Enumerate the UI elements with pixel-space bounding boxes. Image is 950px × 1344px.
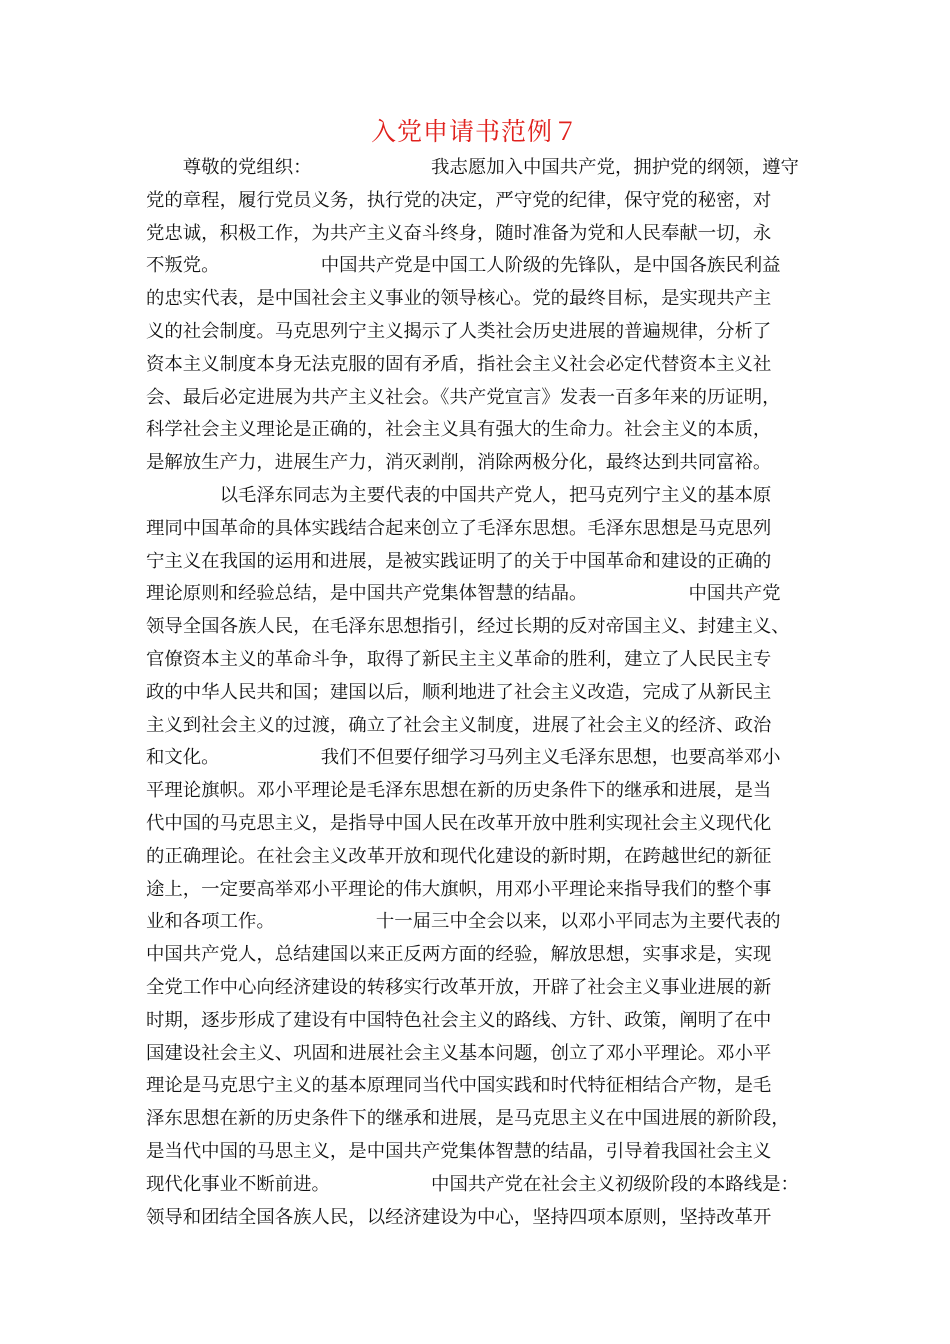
body-text-line: 平理论旗帜。邓小平理论是毛泽东思想在新的历史条件下的继承和进展，是当 xyxy=(146,780,772,802)
body-text-line: 和文化。 我们不但要仔细学习马列主义毛泽东思想，也要高举邓小 xyxy=(146,747,781,769)
body-text-line: 理论是马克思宁主义的基本原理同当代中国实践和时代特征相结合产物，是毛 xyxy=(146,1075,772,1097)
body-text-line: 是解放生产力，进展生产力，消灭剥削，消除两极分化，最终达到共同富裕。 xyxy=(146,452,772,474)
body-text-line: 理论原则和经验总结，是中国共产党集体智慧的结晶。 中国共产党 xyxy=(146,583,781,605)
body-text-line: 尊敬的党组织： 我志愿加入中国共产党，拥护党的纲领，遵守 xyxy=(146,157,799,178)
body-text-line: 以毛泽东同志为主要代表的中国共产党人，把马克列宁主义的基本原 xyxy=(146,484,772,506)
body-text-line: 代中国的马克思主义，是指导中国人民在改革开放中胜利实现社会主义现代化 xyxy=(146,812,772,834)
body-text-line: 主义到社会主义的过渡，确立了社会主义制度，进展了社会主义的经济、政治 xyxy=(146,714,772,736)
body-text-line: 是当代中国的马思主义，是中国共产党集体智慧的结晶，引导着我国社会主义 xyxy=(146,1140,772,1162)
body-text-line: 的正确理论。在社会主义改革开放和现代化建设的新时期，在跨越世纪的新征 xyxy=(146,845,772,867)
body-text-line: 政的中华人民共和国；建国以后，顺利地进了社会主义改造，完成了从新民主 xyxy=(146,681,772,703)
body-text-line: 宁主义在我国的运用和进展，是被实践证明了的关于中国革命和建设的正确的 xyxy=(146,550,772,572)
body-text-line: 时期，逐步形成了建设有中国特色社会主义的路线、方针、政策，阐明了在中 xyxy=(146,1009,772,1031)
body-text-line: 途上，一定要高举邓小平理论的伟大旗帜，用邓小平理论来指导我们的整个事 xyxy=(146,878,772,900)
body-text-line: 泽东思想在新的历史条件下的继承和进展，是马克思主义在中国进展的新阶段， xyxy=(146,1108,790,1130)
body-text-line: 义的社会制度。马克思列宁主义揭示了人类社会历史进展的普遍规律，分析了 xyxy=(146,320,772,342)
body-text-line: 资本主义制度本身无法克服的固有矛盾，指社会主义社会必定代替资本主义社 xyxy=(146,353,772,375)
body-text-line: 官僚资本主义的革命斗争，取得了新民主主义革命的胜利，建立了人民民主专 xyxy=(146,648,772,670)
body-text-line: 领导全国各族人民，在毛泽东思想指引，经过长期的反对帝国主义、封建主义、 xyxy=(146,616,790,638)
document-body xyxy=(146,152,810,1234)
body-text-line: 会、最后必定进展为共产主义社会。《共产党宣言》发表一百多年来的历证明， xyxy=(146,386,781,408)
document-title: 入党申请书范例７ xyxy=(370,117,579,146)
body-text-line: 领导和团结全国各族人民，以经济建设为中心，坚持四项本原则，坚持改革开 xyxy=(146,1206,772,1228)
body-text-line: 不叛党。 中国共产党是中国工人阶级的先锋队，是中国各族民利益 xyxy=(146,255,781,277)
body-text-line: 业和各项工作。 十一届三中全会以来，以邓小平同志为主要代表的 xyxy=(146,911,781,933)
body-text-line: 的忠实代表，是中国社会主义事业的领导核心。党的最终目标，是实现共产主 xyxy=(146,288,772,310)
body-text-line: 国建设社会主义、巩固和进展社会主义基本问题，创立了邓小平理论。邓小平 xyxy=(146,1042,772,1064)
body-text-line: 中国共产党人，总结建国以来正反两方面的经验，解放思想，实事求是，实现 xyxy=(146,944,772,966)
body-text-line: 党忠诚，积极工作，为共产主义奋斗终身，随时准备为党和人民奉献一切，永 xyxy=(146,222,772,244)
body-text-line: 科学社会主义理论是正确的，社会主义具有强大的生命力。社会主义的本质， xyxy=(146,419,772,441)
body-text-line: 理同中国革命的具体实践结合起来创立了毛泽东思想。毛泽东思想是马克思列 xyxy=(146,517,772,539)
body-text-line: 全党工作中心向经济建设的转移实行改革开放，开辟了社会主义事业进展的新 xyxy=(146,976,772,998)
body-text-line: 现代化事业不断前进。 中国共产党在社会主义初级阶段的本路线是： xyxy=(146,1173,799,1195)
body-text-line: 党的章程，履行党员义务，执行党的决定，严守党的纪律，保守党的秘密，对 xyxy=(146,189,772,211)
